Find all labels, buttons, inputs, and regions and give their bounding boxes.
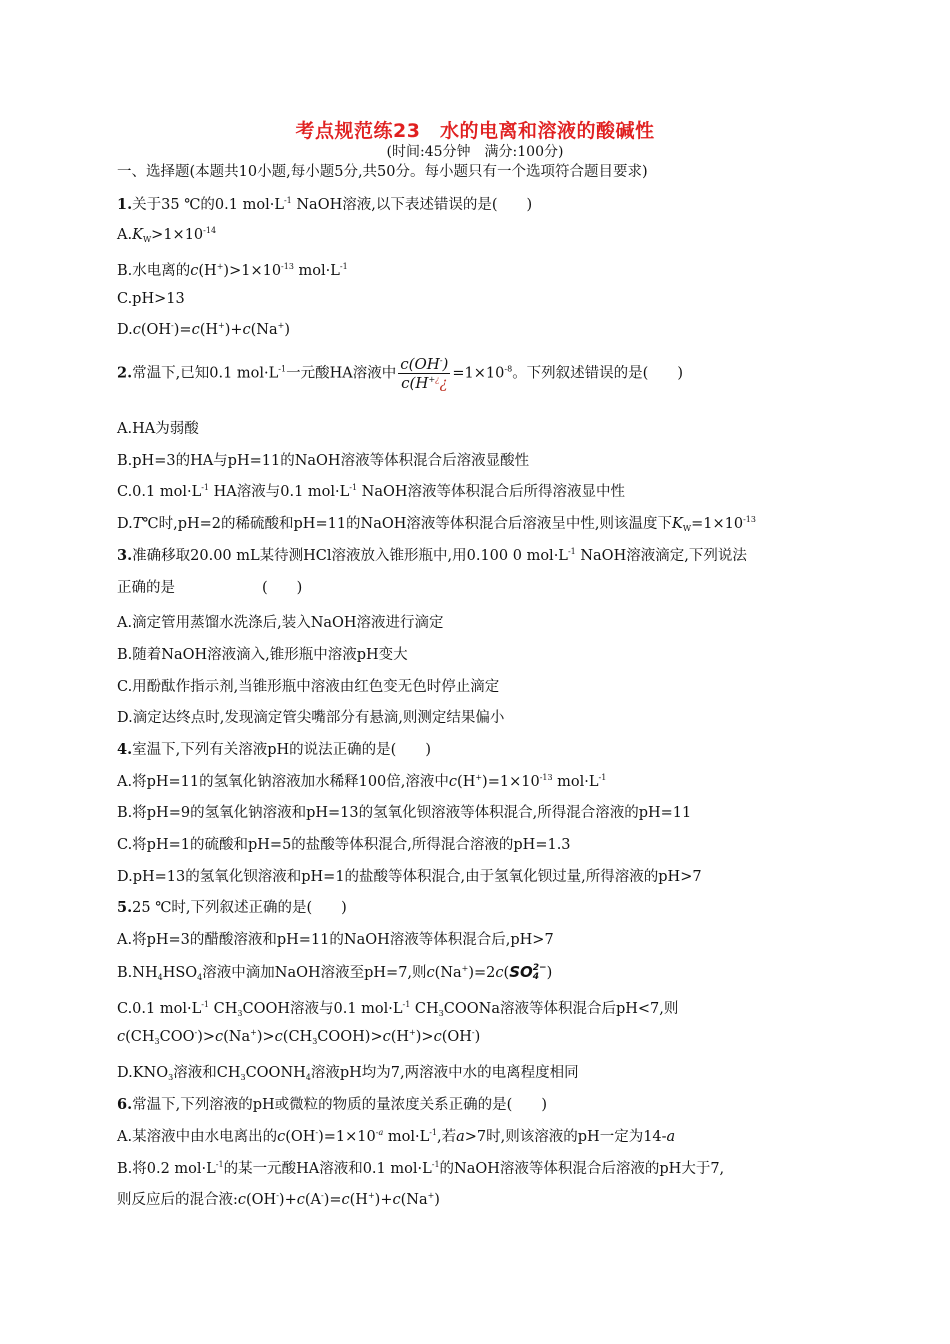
question-2-option-c: C.0.1 $mol\cdot L^{-1}$ HA溶液与0.1 $mol\cdot L^{-1}$ NaOH溶液等体积混合后所得溶液显中性 bbox=[117, 483, 626, 500]
question-4-option-d: D.pH=13的氢氧化钡溶液和pH=1的盐酸等体积混合,由于氢氧化钡过量,所得溶液的pH>7 bbox=[117, 869, 702, 885]
question-1-option-d: D.c(OH-)=c(H+)+c(Na+) bbox=[117, 321, 291, 338]
question-2-option-b: B.pH=3的HA与pH=11的NaOH溶液等体积混合后溶液显酸性 bbox=[117, 453, 530, 469]
question-5-option-c: C.0.1 $mol\cdot L^{-1}$ $CH_3COOH$溶液与0.1 $mol\cdot L^{-1}$ $CH_3COONa$溶液等体积混合后pH<7,则 bbox=[117, 1000, 679, 1018]
question-4-option-b: B.将pH=9的氢氧化钠溶液和pH=13的氢氧化钡溶液等体积混合,所得混合溶液的pH=11 bbox=[117, 805, 692, 821]
question-4-stem: 4.室温下,下列有关溶液pH的说法正确的是( ) bbox=[117, 741, 431, 758]
question-number: 6. bbox=[117, 1096, 133, 1113]
question-2-option-a: A.HA为弱酸 bbox=[117, 421, 199, 437]
question-number: 4. bbox=[117, 741, 133, 758]
question-number: 3. bbox=[117, 547, 133, 564]
question-5-stem: 5.25 ℃时,下列叙述正确的是( ) bbox=[117, 899, 347, 916]
concentration-ratio-fraction: $\frac{c(OH^-)}{c(H^{+¿}¿}$ bbox=[400, 355, 449, 392]
question-6-option-b-line-2: 则反应后的混合液:c(OH-)+c(A-)=c(H+)+c(Na+) bbox=[117, 1191, 440, 1208]
question-2-stem: 2.常温下,已知0.1 $mol\cdot L^{-1}$一元酸HA溶液中 $\frac{c(OH^-)}{c(H^{+¿}¿}$ $=1\times 10^{-8}$。下列叙述错误的是( ) bbox=[117, 355, 684, 392]
question-3-stem: 3.准确移取20.00 mL某待测HCl溶液放入锥形瓶中,用0.100 0 $mol\cdot L^{-1}$ NaOH溶液滴定,下列说法 bbox=[117, 547, 747, 564]
question-4-option-c: C.将pH=1的硫酸和pH=5的盐酸等体积混合,所得混合溶液的pH=1.3 bbox=[117, 837, 571, 853]
sulfate-formula: SO 2− 4 bbox=[509, 962, 547, 982]
question-3-option-a: A.滴定管用蒸馏水洗涤后,装入NaOH溶液进行滴定 bbox=[117, 615, 444, 631]
question-3-stem-line-2: 正确的是 ( ) bbox=[117, 580, 303, 596]
question-1-stem: 1.关于35 ℃的0.1 $mol\cdot L^{-1}$ NaOH溶液,以下表述错误的是( ) bbox=[117, 196, 533, 213]
question-1-option-a: $A.K_W>1\times 10^{-14}$ bbox=[117, 226, 217, 244]
question-number: 1. bbox=[117, 196, 133, 213]
question-4-option-a: A.将pH=11的氢氧化钠溶液加水稀释100倍,溶液中$c(H^+)=1\times 10^{-13}$ $mol\cdot L^{-1}$ bbox=[117, 773, 607, 790]
question-5-option-d: $D.KNO_3$溶液和$CH_3COONH_4$溶液pH均为7,两溶液中水的电离程度相同 bbox=[117, 1065, 579, 1082]
question-5-option-a: A.将pH=3的醋酸溶液和pH=11的NaOH溶液等体积混合后,pH>7 bbox=[117, 932, 554, 948]
question-6-option-b: B.将0.2 $mol\cdot L^{-1}$的某一元酸HA溶液和0.1 $mol\cdot L^{-1}$的NaOH溶液等体积混合后溶液的pH大于7, bbox=[117, 1160, 725, 1177]
question-3-option-c: C.用酚酞作指示剂,当锥形瓶中溶液由红色变无色时停止滴定 bbox=[117, 679, 500, 695]
question-2-option-d: D.T℃时,pH=2的稀硫酸和pH=11的NaOH溶液等体积混合后溶液呈中性,则该温度下$K_W=1\times 10^{-13}$ bbox=[117, 515, 756, 533]
page-title: 考点规范练23 水的电离和溶液的酸碱性 bbox=[295, 120, 655, 142]
question-5-option-c-line-2: $c(CH_3COO^-)>c(Na^+)>c(CH_3COOH)>c(H^+)>c(OH^-)$ bbox=[117, 1028, 481, 1046]
question-5-option-b: $B.NH_4HSO_4$溶液中滴加NaOH溶液至pH=7,则c(Na+)=2c(SO 2− 4 ) bbox=[117, 962, 553, 982]
question-1-option-b: B.水电离的$c(H^+)>1\times 10^{-13}$ $mol\cdot L^{-1}$ bbox=[117, 262, 348, 279]
question-1-option-c: C.pH>13 bbox=[117, 291, 185, 307]
section-heading: 一、选择题(本题共10小题,每小题5分,共50分。每小题只有一个选项符合题目要求) bbox=[117, 164, 648, 180]
question-6-stem: 6.常温下,下列溶液的pH或微粒的物质的量浓度关系正确的是( ) bbox=[117, 1096, 547, 1113]
question-3-option-d: D.滴定达终点时,发现滴定管尖嘴部分有悬滴,则测定结果偏小 bbox=[117, 710, 505, 726]
question-6-option-a: A.某溶液中由水电离出的$c(OH^-)=1\times 10^{-a}$ $mol\cdot L^{-1}$,若a>7时,则该溶液的pH一定为14-a bbox=[117, 1128, 676, 1145]
question-3-option-b: B.随着NaOH溶液滴入,锥形瓶中溶液pH变大 bbox=[117, 647, 408, 663]
question-number: 5. bbox=[117, 899, 133, 916]
page-subtitle: (时间:45分钟 满分:100分) bbox=[386, 144, 564, 160]
question-number: 2. bbox=[117, 364, 133, 382]
